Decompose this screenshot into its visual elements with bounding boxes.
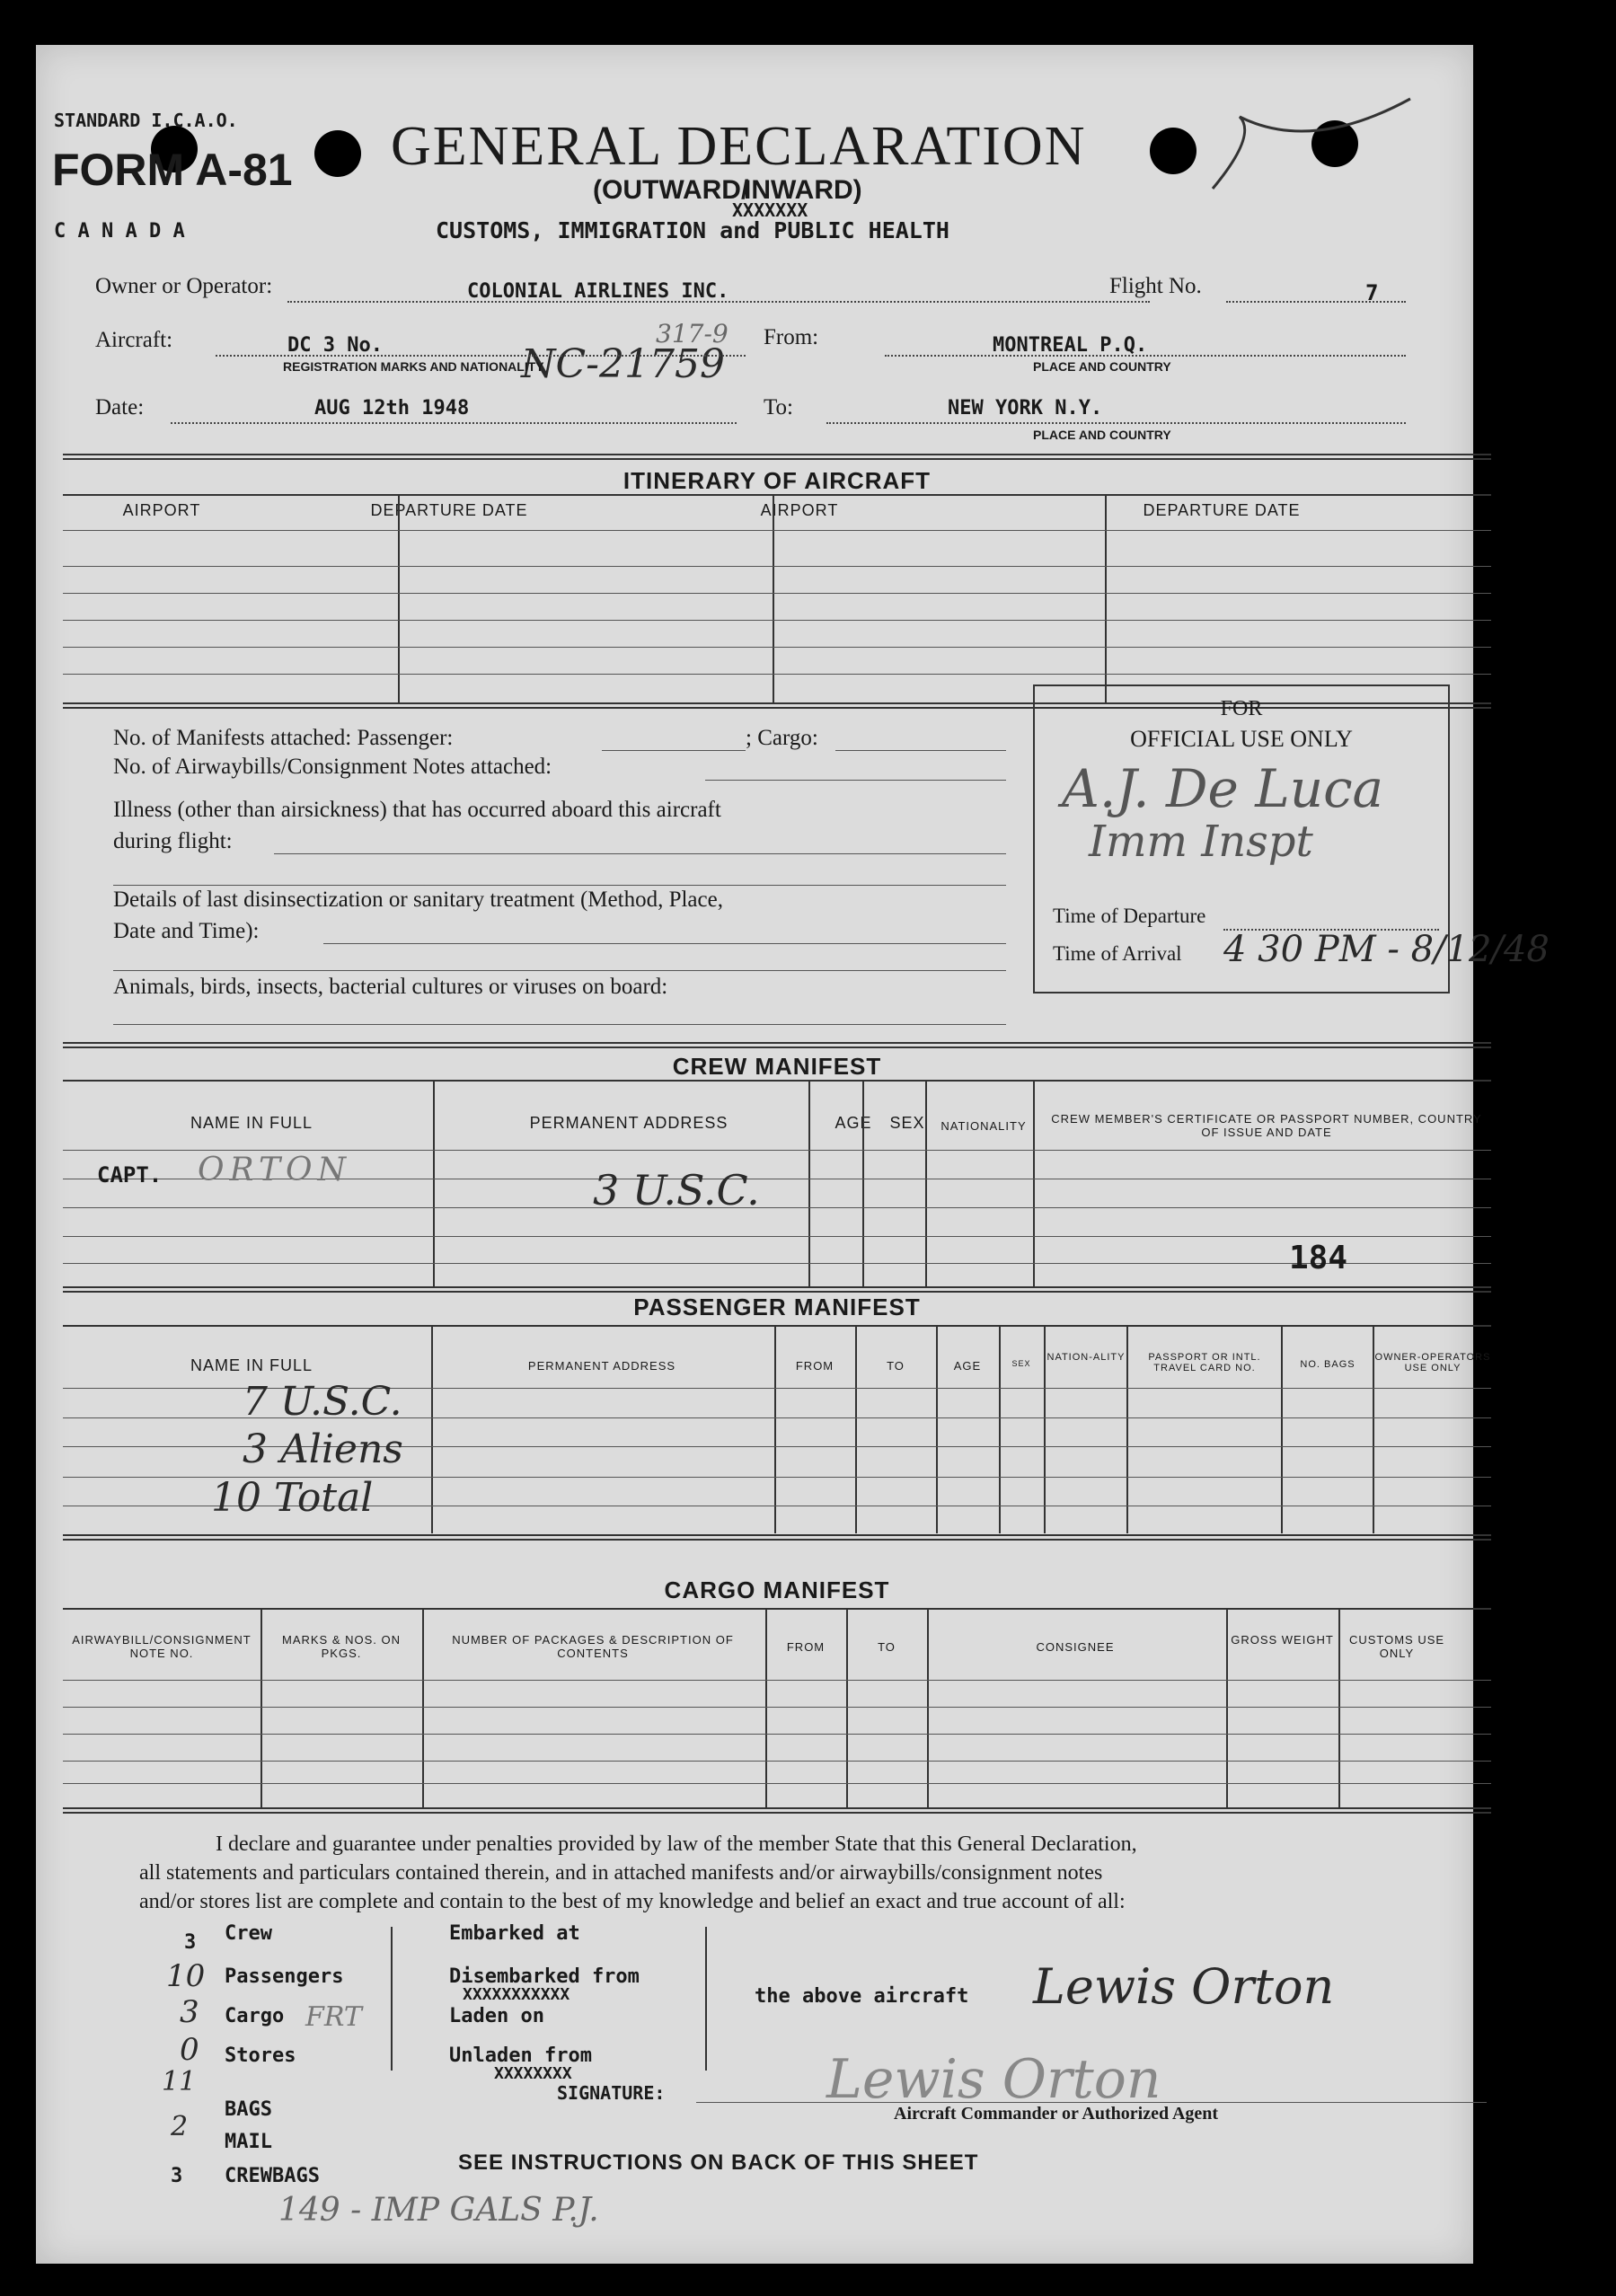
passenger-divider bbox=[431, 1327, 433, 1533]
crewbags-num: 3 bbox=[171, 2165, 183, 2187]
bags-num: 11 bbox=[162, 2066, 197, 2097]
from-place-caption: PLACE AND COUNTRY bbox=[1033, 359, 1171, 374]
itinerary-col-airport: AIRPORT bbox=[122, 501, 201, 519]
declaration-line-2: all statements and particulars contained therein, and in attached manifests and/or airwaybills/consignment notes bbox=[139, 1861, 1103, 1885]
passenger-col-age: AGE bbox=[953, 1359, 982, 1373]
crew-name-prefix: CAPT. bbox=[97, 1162, 163, 1188]
mail-label: MAIL bbox=[225, 2131, 272, 2153]
crew-col-certificate: CREW MEMBER'S CERTIFICATE OR PASSPORT NUMBER, COUNTRY OF ISSUE AND DATE bbox=[1051, 1112, 1482, 1139]
mail-num: 2 bbox=[171, 2111, 189, 2142]
count-crew-label: Crew bbox=[225, 1922, 272, 1945]
cargo-col-weight: GROSS WEIGHT bbox=[1231, 1633, 1334, 1647]
itinerary-row bbox=[63, 674, 1491, 675]
passenger-bottom-2 bbox=[63, 1539, 1491, 1541]
cargo-col-airwaybill: AIRWAYBILL/CONSIGNMENT NOTE NO. bbox=[72, 1633, 252, 1660]
crew-bottom-2 bbox=[63, 1291, 1491, 1293]
cargo-row bbox=[63, 1783, 1491, 1784]
date-value: AUG 12th 1948 bbox=[314, 397, 470, 419]
cargo-divider bbox=[927, 1610, 929, 1807]
passenger-divider bbox=[936, 1327, 938, 1533]
passenger-bottom bbox=[63, 1534, 1491, 1536]
registration-caption: REGISTRATION MARKS AND NATIONALITY bbox=[283, 359, 544, 374]
crew-row bbox=[63, 1207, 1491, 1208]
punch-hole bbox=[314, 130, 361, 177]
itinerary-divider bbox=[773, 496, 774, 702]
passenger-col-owner: OWNER-OPERATORS USE ONLY bbox=[1374, 1352, 1491, 1373]
aircraft-label: Aircraft: bbox=[95, 328, 173, 352]
cargo-col-customs: CUSTOMS USE ONLY bbox=[1348, 1633, 1445, 1660]
declaration-form-sheet bbox=[36, 45, 1550, 2264]
form-code: FORM A-81 bbox=[52, 145, 293, 195]
form-subtitle-outward: (OUTWARD/ bbox=[593, 175, 749, 205]
punch-hole bbox=[1150, 128, 1197, 174]
crew-divider bbox=[925, 1082, 927, 1286]
form-subtitle-inward: INWARD) bbox=[744, 175, 862, 205]
details-line-2 bbox=[113, 970, 1006, 971]
crew-row bbox=[63, 1150, 1491, 1151]
count-cargo-label: Cargo bbox=[225, 2005, 285, 2027]
animals-label: Animals, birds, insects, bacterial cultures or viruses on board: bbox=[113, 975, 668, 999]
arrival-time-value: 4 30 PM - 8/12/48 bbox=[1223, 929, 1550, 970]
passenger-col-nationality: NATION-ALITY bbox=[1046, 1352, 1126, 1363]
standard-label: STANDARD I.C.A.O. bbox=[54, 110, 238, 131]
aircraft-value: DC 3 No. bbox=[287, 334, 383, 357]
itinerary-col-departure: DEPARTURE DATE bbox=[370, 501, 528, 519]
details-line bbox=[323, 943, 1006, 944]
from-line bbox=[885, 355, 1406, 357]
passenger-divider bbox=[1044, 1327, 1046, 1533]
cargo-bottom-2 bbox=[63, 1812, 1491, 1814]
passenger-title: PASSENGER MANIFEST bbox=[633, 1294, 921, 1320]
count-passengers-label: Passengers bbox=[225, 1965, 344, 1988]
itinerary-row bbox=[63, 620, 1491, 621]
cargo-col-from: FROM bbox=[786, 1640, 826, 1654]
itinerary-row bbox=[63, 566, 1491, 567]
passenger-col-from: FROM bbox=[795, 1359, 834, 1373]
flight-line bbox=[1226, 301, 1406, 303]
crew-col-address: PERMANENT ADDRESS bbox=[529, 1114, 729, 1132]
date-label: Date: bbox=[95, 395, 145, 419]
official-use-box bbox=[1033, 684, 1550, 993]
crew-number: 184 bbox=[1289, 1240, 1348, 1276]
official-for: FOR bbox=[1220, 697, 1263, 720]
action-unladen: Unladen from bbox=[449, 2044, 592, 2067]
passenger-divider bbox=[774, 1327, 776, 1533]
actions-brace bbox=[705, 1927, 707, 2071]
passenger-divider bbox=[999, 1327, 1001, 1533]
counts-brace bbox=[391, 1927, 393, 2071]
passenger-col-passport: PASSPORT OR INTL. TRAVEL CARD NO. bbox=[1148, 1352, 1261, 1373]
cargo-row bbox=[63, 1761, 1491, 1762]
passenger-divider bbox=[1281, 1327, 1283, 1533]
passenger-col-to: TO bbox=[887, 1359, 905, 1373]
passenger-col-bags: NO. BAGS bbox=[1300, 1359, 1355, 1370]
cargo-header-rule bbox=[63, 1608, 1491, 1610]
illness-line bbox=[274, 853, 1006, 854]
crew-divider bbox=[1033, 1082, 1035, 1286]
departure-time-label: Time of Departure bbox=[1053, 905, 1206, 927]
crew-col-nationality: NATIONALITY bbox=[940, 1119, 1027, 1133]
arrival-time-label: Time of Arrival bbox=[1053, 942, 1182, 965]
itinerary-divider bbox=[1105, 496, 1107, 702]
cargo-col-consignee: CONSIGNEE bbox=[1036, 1640, 1115, 1654]
crew-title: CREW MANIFEST bbox=[672, 1053, 882, 1080]
cargo-divider bbox=[1226, 1610, 1228, 1807]
passenger-header-rule bbox=[63, 1325, 1491, 1327]
cargo-count-label: ; Cargo: bbox=[746, 726, 818, 750]
official-title: OFFICIAL USE ONLY bbox=[1130, 726, 1353, 752]
cargo-row bbox=[63, 1680, 1491, 1681]
date-line bbox=[171, 422, 737, 424]
illness-line-2 bbox=[113, 885, 1006, 886]
country-label: C A N A D A bbox=[54, 220, 185, 243]
commander-handwritten: Lewis Orton bbox=[1033, 1958, 1335, 2015]
cargo-divider bbox=[846, 1610, 848, 1807]
illness-label: Illness (other than airsickness) that has occurred aboard this aircraft bbox=[113, 798, 721, 822]
count-passengers-num: 10 bbox=[166, 1958, 206, 1994]
passenger-col-name: NAME IN FULL bbox=[190, 1356, 313, 1374]
cargo-divider bbox=[1338, 1610, 1340, 1807]
passenger-hand-line-1: 7 U.S.C. bbox=[243, 1379, 402, 1425]
crew-header-rule bbox=[63, 1080, 1491, 1082]
declaration-line-3: and/or stores list are complete and contain to the best of my knowledge and belief an exact and true account of all: bbox=[139, 1890, 1126, 1913]
crew-top-border-2 bbox=[63, 1046, 1491, 1048]
action-disembarked: Disembarked from bbox=[449, 1965, 640, 1988]
flight-value: 7 bbox=[1365, 280, 1379, 305]
cargo-col-packages: NUMBER OF PACKAGES & DESCRIPTION OF CONTENTS bbox=[452, 1633, 734, 1660]
crew-top-border bbox=[63, 1042, 1491, 1044]
instructions-note: SEE INSTRUCTIONS ON BACK OF THIS SHEET bbox=[458, 2150, 979, 2175]
footer-handwritten: 149 - IMP GALS P.J. bbox=[278, 2192, 599, 2229]
crew-divider bbox=[433, 1082, 435, 1286]
count-crew-num: 3 bbox=[184, 1931, 197, 1954]
itinerary-row bbox=[63, 530, 1491, 531]
above-aircraft-label: the above aircraft bbox=[755, 1985, 969, 2008]
details-label-2: Date and Time): bbox=[113, 919, 260, 943]
crew-col-name: NAME IN FULL bbox=[190, 1114, 313, 1132]
illness-label-2: during flight: bbox=[113, 829, 233, 853]
action-strike-1: XXXXXXXXXXX bbox=[463, 1985, 570, 2004]
passenger-hand-line-3: 10 Total bbox=[211, 1475, 374, 1521]
passenger-divider bbox=[1126, 1327, 1128, 1533]
crew-row bbox=[63, 1263, 1491, 1264]
cargo-title: CARGO MANIFEST bbox=[664, 1576, 890, 1603]
cargo-count-line bbox=[835, 750, 1006, 751]
flight-label: Flight No. bbox=[1109, 274, 1202, 298]
owner-label: Owner or Operator: bbox=[95, 274, 273, 298]
cargo-divider bbox=[765, 1610, 767, 1807]
cargo-divider bbox=[261, 1610, 262, 1807]
to-label: To: bbox=[764, 395, 793, 419]
inward-strike: XXXXXXX bbox=[732, 199, 808, 221]
count-cargo-num: 3 bbox=[180, 1994, 199, 2030]
to-line bbox=[826, 422, 1406, 424]
count-stores-label: Stores bbox=[225, 2044, 296, 2067]
passenger-hand-line-2: 3 Aliens bbox=[243, 1426, 403, 1472]
crew-divider bbox=[808, 1082, 810, 1286]
signature-label: SIGNATURE: bbox=[557, 2082, 666, 2104]
cargo-bottom bbox=[63, 1807, 1491, 1809]
cargo-col-to: TO bbox=[878, 1640, 896, 1654]
passenger-count-line bbox=[602, 750, 746, 751]
to-value: NEW YORK N.Y. bbox=[948, 397, 1103, 419]
form-subhead: CUSTOMS, IMMIGRATION and PUBLIC HEALTH bbox=[436, 217, 949, 243]
itinerary-row bbox=[63, 593, 1491, 594]
crew-address-hand: 3 U.S.C. bbox=[593, 1166, 760, 1214]
action-strike-2: XXXXXXXX bbox=[494, 2064, 572, 2083]
from-label: From: bbox=[764, 325, 819, 349]
crew-col-age: AGE bbox=[834, 1114, 872, 1132]
crew-name-hand: ORTON bbox=[198, 1152, 352, 1188]
aircraft-line bbox=[216, 355, 746, 357]
cargo-row bbox=[63, 1707, 1491, 1708]
form-title: GENERAL DECLARATION bbox=[391, 116, 1087, 177]
commander-caption: Aircraft Commander or Authorized Agent bbox=[894, 2104, 1219, 2124]
itinerary-top-border bbox=[63, 454, 1491, 455]
details-label: Details of last disinsectization or sanitary treatment (Method, Place, bbox=[113, 887, 723, 912]
count-cargo-note: FRT bbox=[305, 2001, 362, 2033]
aircraft-handwritten-2: 317-9 bbox=[656, 319, 729, 349]
passenger-divider bbox=[1373, 1327, 1374, 1533]
manifests-label: No. of Manifests attached: Passenger: bbox=[113, 726, 454, 750]
action-embarked: Embarked at bbox=[449, 1922, 580, 1945]
official-signature: A.J. De Luca bbox=[1062, 758, 1384, 819]
action-laden: Laden on bbox=[449, 2005, 544, 2027]
cargo-divider bbox=[422, 1610, 424, 1807]
bags-label: BAGS bbox=[225, 2098, 272, 2121]
cargo-row bbox=[63, 1734, 1491, 1735]
corner-scribble bbox=[1204, 81, 1419, 207]
count-stores-num: 0 bbox=[180, 2032, 199, 2068]
itinerary-divider bbox=[398, 496, 400, 702]
itinerary-col-airport-2: AIRPORT bbox=[760, 501, 839, 519]
crewbags-label: CREWBAGS bbox=[225, 2165, 320, 2187]
itinerary-top-border-2 bbox=[63, 458, 1491, 460]
cargo-col-marks: MARKS & NOS. ON PKGS. bbox=[281, 1633, 402, 1660]
crew-row bbox=[63, 1236, 1491, 1237]
airwaybills-label: No. of Airwaybills/Consignment Notes attached: bbox=[113, 755, 552, 779]
official-signature-title: Imm Inspt bbox=[1089, 817, 1313, 867]
passenger-col-address: PERMANENT ADDRESS bbox=[527, 1359, 676, 1373]
itinerary-row bbox=[63, 647, 1491, 648]
itinerary-col-departure-2: DEPARTURE DATE bbox=[1143, 501, 1301, 519]
to-place-caption: PLACE AND COUNTRY bbox=[1033, 428, 1171, 442]
crew-divider bbox=[862, 1082, 864, 1286]
aircraft-handwritten: NC-21759 bbox=[521, 341, 726, 387]
airwaybills-line bbox=[705, 780, 1006, 781]
owner-value: COLONIAL AIRLINES INC. bbox=[467, 280, 729, 303]
declaration-line-1: I declare and guarantee under penalties provided by law of the member State that this General Declaration, bbox=[216, 1832, 1137, 1856]
from-value: MONTREAL P.Q. bbox=[993, 334, 1148, 357]
animals-line bbox=[113, 1024, 1006, 1025]
passenger-divider bbox=[855, 1327, 857, 1533]
itinerary-header-rule bbox=[63, 494, 1491, 496]
crew-bottom bbox=[63, 1286, 1491, 1288]
passenger-col-sex: SEX bbox=[1011, 1359, 1031, 1368]
crew-col-sex: SEX bbox=[889, 1114, 925, 1132]
itinerary-title: ITINERARY OF AIRCRAFT bbox=[623, 467, 932, 494]
signature-handwritten: Lewis Orton bbox=[826, 2048, 1161, 2111]
